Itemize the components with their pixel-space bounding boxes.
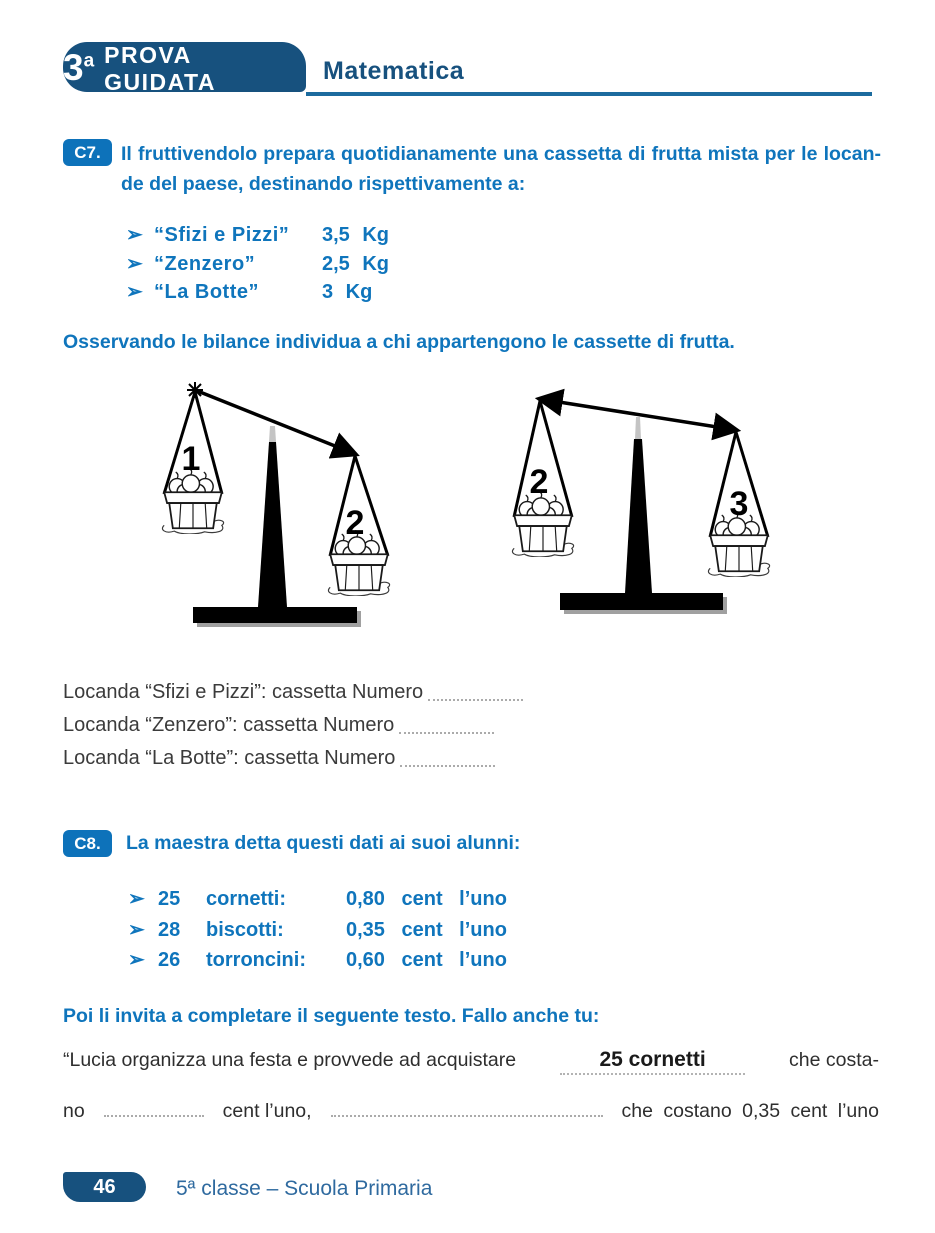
fill-in-blank[interactable] (104, 1102, 204, 1117)
fill-in-blank[interactable] (428, 687, 523, 701)
arrow-bullet-icon: ➢ (128, 918, 145, 941)
list-item (126, 278, 389, 307)
arrow-bullet-icon: ➢ (126, 281, 143, 303)
item-name: biscotti: (206, 918, 284, 941)
scale-column (625, 439, 652, 593)
fill-in-blank[interactable] (331, 1102, 603, 1117)
weight-value: 3 Kg (322, 281, 373, 303)
completion-paragraph (63, 1048, 879, 1123)
balance-scale-figure-1 (145, 378, 455, 643)
balance-scale-figure-2 (495, 383, 805, 648)
answer-line (63, 714, 523, 747)
item-name: torroncini: (206, 949, 306, 971)
quantity: 25 (158, 888, 181, 910)
item-name: cornetti: (206, 888, 286, 910)
c7-prompt-line2: de del paese, destinando rispettivamente a: (121, 173, 526, 195)
exercise-c7-badge: C7. (63, 139, 112, 166)
prova-title: PROVA GUIDATA (104, 42, 217, 95)
answer-label: Locanda “Zenzero”: cassetta Numero (63, 714, 395, 736)
prova-number-superscript: a (83, 50, 95, 72)
column-tip (635, 417, 641, 439)
c8-prompt: La maestra detta questi dati ai suoi alunni: (126, 832, 521, 854)
text-segment: che costano 0,35 cent l’uno (621, 1100, 879, 1122)
crate-number-label: 2 (529, 463, 549, 501)
arrow-bullet-icon: ➢ (128, 888, 145, 910)
locanda-name: “Sfizi e Pizzi” (154, 224, 290, 246)
answer-line (63, 747, 523, 780)
fill-in-answer[interactable]: 25 cornetti (560, 1048, 745, 1075)
item-price: 0,60 cent l’uno (346, 949, 507, 971)
c7-prompt-line1: Il fruttivendolo prepara quotidianamente una cassetta di frutta mista per le locan- (121, 143, 881, 165)
list-item (126, 250, 389, 279)
c7-instruction: Osservando le bilance individua a chi appartengono le cassette di frutta. (63, 331, 735, 353)
scale-base (560, 593, 723, 610)
prova-guidata-banner (63, 42, 306, 95)
text-segment: cent l’uno, (222, 1100, 312, 1122)
scale-column (258, 442, 287, 607)
list-item (128, 915, 507, 946)
text-segment: no (63, 1100, 85, 1122)
scale-base (193, 607, 357, 623)
arrow-bullet-icon: ➢ (126, 252, 143, 275)
c7-answer-lines (63, 681, 523, 780)
locanda-name: “La Botte” (154, 281, 259, 303)
fruit-crate-icon (512, 491, 573, 556)
arrow-bullet-icon: ➢ (126, 224, 143, 246)
column-tip (269, 426, 276, 442)
prova-number: 3$^a$ (63, 46, 95, 88)
completion-line-1 (63, 1048, 879, 1075)
balance-figures (0, 378, 935, 650)
goods-price-list (128, 884, 507, 976)
answer-line (63, 681, 523, 714)
page-number-badge: 46 (63, 1172, 146, 1202)
crate-number-label: 1 (181, 440, 201, 478)
c8-instruction: Poi li invita a completare il seguente testo. Fallo anche tu: (63, 1005, 600, 1027)
answer-label: Locanda “La Botte”: cassetta Numero (63, 747, 396, 769)
list-item (126, 221, 389, 250)
item-price: 0,35 cent l’uno (346, 918, 507, 941)
fruit-crate-icon (162, 468, 223, 533)
text-segment: “Lucia organizza una festa e provvede ad acquistare (63, 1049, 517, 1071)
locanda-name: “Zenzero” (154, 252, 256, 275)
text-segment: che costa- (789, 1049, 879, 1071)
completion-line-2 (63, 1100, 879, 1123)
header-rule (306, 92, 872, 96)
c7-prompt (121, 139, 881, 199)
quantity: 28 (158, 918, 181, 941)
weight-value: 3,5 Kg (322, 224, 390, 246)
crate-number-label: 3 (729, 485, 749, 523)
footer-label: 5ª classe – Scuola Primaria (176, 1177, 433, 1200)
fruit-weights-list (126, 221, 389, 307)
subject-label: Matematica (323, 57, 465, 85)
fill-in-blank[interactable] (400, 753, 495, 767)
fill-in-blank[interactable] (399, 720, 494, 734)
arrow-bullet-icon: ➢ (128, 949, 145, 971)
weight-value: 2,5 Kg (322, 252, 390, 275)
quantity: 26 (158, 949, 181, 971)
list-item (128, 884, 507, 915)
list-item (128, 945, 507, 976)
answer-label: Locanda “Sfizi e Pizzi”: cassetta Numero (63, 681, 424, 703)
item-price: 0,80 cent l’uno (346, 888, 507, 910)
exercise-c8-badge: C8. (63, 830, 112, 857)
crate-number-label: 2 (345, 504, 365, 542)
